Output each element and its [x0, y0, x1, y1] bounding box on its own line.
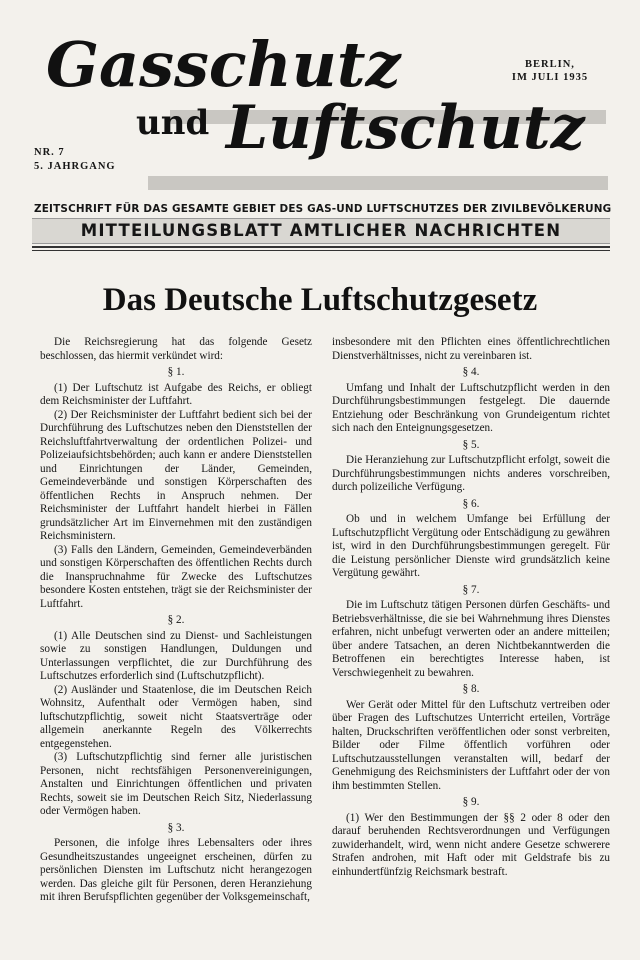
masthead-band-bottom [148, 176, 608, 190]
section-heading: § 5. [462, 438, 480, 451]
divider [32, 246, 610, 248]
section-heading: § 3. [167, 821, 185, 834]
paragraph: (3) Falls den Ländern, Gemeinden, Gemeindeverbänden und sonstigen Körperschaften des öffentlichen Rechts durch die Inanspruchnahme für Zwecke des Luftschutzes besondere Kosten entstehen, trägt sie der Reichsminister der Luftfahrt. [40, 543, 312, 610]
paragraph: Die Heranziehung zur Luftschutzpflicht erfolgt, soweit die Durchführungsbestimmungen nichts anderes vorschreiben, durch polizeiliche Verfügung. [332, 454, 610, 493]
article-column-left [40, 336, 312, 905]
paragraph: insbesondere mit den Pflichten eines öffentlichrechtlichen Dienstverhältnisses, nicht zu vereinbaren ist. [332, 336, 610, 362]
divider [32, 250, 610, 251]
section-heading: § 6. [462, 497, 480, 510]
issue-info [34, 146, 116, 174]
volume: 5. JAHRGANG [34, 161, 116, 172]
article-headline: Das Deutsche Luftschutzgesetz [102, 282, 538, 318]
paragraph: Wer Gerät oder Mittel für den Luftschutz vertreiben oder über Fragen des Luftschutzes Unterricht erteilen, Vorträge halten, Druckschriften veröffentlichen oder sonst verbreiten, Bilder oder Filme öffentlich vorführen oder Luftschutzausstellungen veranstalten will, bedarf der Genehmigung des Reichsministers der Luftfahrt oder der von ihm bestimmten Stellen. [332, 698, 610, 792]
paragraph: (2) Der Reichsminister der Luftfahrt bedient sich bei der Durchführung des Luftschutzes neben den Dienststellen der Reichsluftfahrtverwaltung der ordentlichen Polizei- und Polizeiaufsichtsbehörden; auch kann er andere Dienststellen und Einrichtungen der Länder, Gemeinden, Gemeindeverbände und sonstigen Körperschaften des öffentlichen Rechts in Anspruch nehmen. Der Reichsminister der Luftfahrt handelt hierbei in Fällen grundsätzlicher Art im Einvernehmen mit den zuständigen Reichsministern. [40, 408, 312, 542]
paragraph: Die Reichsregierung hat das folgende Gesetz beschlossen, das hiermit verkündet wird: [40, 336, 312, 362]
paragraph: Personen, die infolge ihres Lebensalters oder ihres Gesundheitszustandes ungeeignet erscheinen, dürfen zu persönlichen Diensten im Luftschutz nicht herangezogen werden. Das gleiche gilt für Personen, deren Heranziehung mit ihren Berufspflichten gegenüber der Volksgemeinschaft, [40, 837, 312, 903]
paragraph: (1) Wer den Bestimmungen der §§ 2 oder 8 oder den darauf beruhenden Rechtsverordnungen und Verfügungen zuwiderhandelt, wird, wenn nicht andere Gesetze schwerere Strafen androhen, mit Haft oder mit Geldstrafe bis zu einhundertfünfzig Reichsmark bestraft. [332, 811, 610, 878]
section-heading: § 1. [167, 366, 185, 378]
masthead-title-und: und [136, 103, 210, 143]
masthead-title-gasschutz: Gasschutz [46, 28, 401, 101]
section-heading: § 7. [462, 583, 480, 596]
paragraph: Ob und in welchem Umfange bei Erfüllung der Luftschutzpflicht Vergütung oder Entschädigung zu gewähren ist, wird in den Durchführungsbestimmungen geregelt. Für die Leistung persönlicher Dienste wird grundsätzlich keine Vergütung gewährt. [332, 513, 610, 579]
section-heading: § 4. [462, 366, 480, 378]
masthead-banner: MITTEILUNGSBLATT AMTLICHER NACHRICHTEN [32, 218, 610, 244]
paragraph: (1) Alle Deutschen sind zu Dienst- und Sachleistungen sowie zu sonstigen Handlungen, Duldungen und Unterlassungen verpflichtet, die zur Durchführung des Luftschutzes erforderlich sind (Luftschutzpflicht). [40, 629, 312, 682]
dateline [500, 58, 600, 84]
masthead-title-luftschutz: Luftschutz [226, 93, 585, 163]
paragraph: (1) Der Luftschutz ist Aufgabe des Reichs, er obliegt dem Reichsminister der Luftfahrt. [40, 381, 312, 407]
section-heading: § 2. [167, 614, 185, 626]
paragraph: Die im Luftschutz tätigen Personen dürfen Geschäfts- und Betriebsverhältnisse, die sie bei Wahrnehmung ihres Dienstes erfahren, nicht unbefugt verwerten oder an andere mitteilen; über andere Tatsachen, an deren Nichtbekanntwerden die Betroffenen ein berechtigtes Interesse haben, ist Verschwiegenheit zu bewahren. [332, 599, 610, 679]
article-column-right [332, 336, 610, 879]
paragraph: Umfang und Inhalt der Luftschutzpflicht werden in den Durchführungsbestimmungen festgelegt. Die dauernde Entziehung oder Beschränkung von Grundeigentum richtet sich nach den Enteignungsgesetzen. [332, 381, 610, 434]
section-heading: § 9. [462, 796, 480, 808]
issue-number: NR. 7 [34, 147, 65, 158]
masthead-subtitle: ZEITSCHRIFT FÜR DAS GESAMTE GEBIET DES GAS-UND LUFTSCHUTZES DER ZIVILBEVÖLKERUNG [34, 203, 612, 215]
issue-date: IM JULI 1935 [511, 72, 589, 83]
paragraph: (3) Luftschutzpflichtig sind ferner alle juristischen Personen, nicht rechtsfähigen Personenvereinigungen, Anstalten und Einrichtungen öffentlichen und privaten Rechts, soweit sie im Deutschen Reich Sitz, Niederlassung oder Vermögen haben. [40, 751, 312, 817]
paragraph: (2) Ausländer und Staatenlose, die im Deutschen Reich Wohnsitz, Aufenthalt oder Vermögen haben, sind luftschutzpflichtig, soweit nicht Staatsverträge oder allgemein anerkannte Regeln des Völkerrechts entgegenstehen. [40, 683, 312, 750]
city: BERLIN, [525, 59, 575, 70]
section-heading: § 8. [462, 683, 480, 695]
